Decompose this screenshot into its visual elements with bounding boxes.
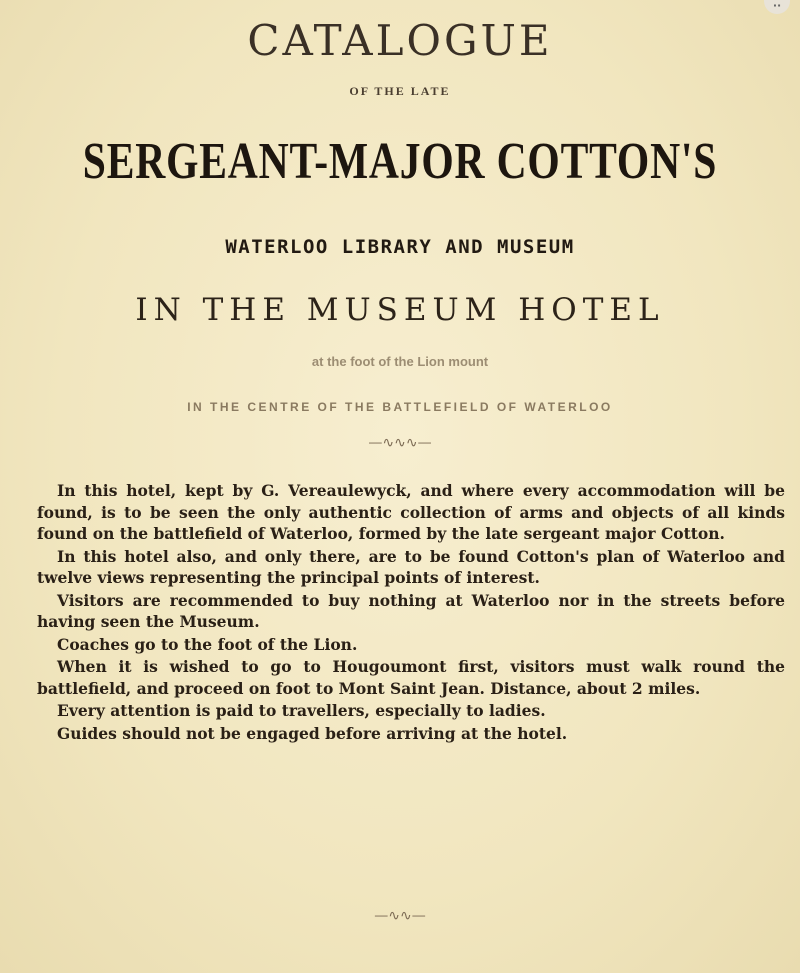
paragraph-visitors: Visitors are recommended to buy nothing at Waterloo nor in the streets before having seen the Museum. [37, 590, 785, 631]
of-the-late-line: OF THE LATE [349, 84, 451, 98]
lion-mount-line: at the foot of the Lion mount [311, 354, 489, 369]
battlefield-centre-line: IN THE CENTRE OF THE BATTLEFIELD OF WATERLOO [187, 400, 613, 414]
paragraph-plan: In this hotel also, and only there, are to be found Cotton's plan of Waterloo and twelve views representing the principal points of interest. [37, 546, 785, 587]
body-text [37, 480, 785, 745]
ornament-divider-bottom: —∿∿— [374, 908, 426, 924]
paragraph-hougoumont: When it is wished to go to Hougoumont first, visitors must walk round the battlefield, and proceed on foot to Mont Saint Jean. Distance, about 2 miles. [37, 657, 785, 698]
sergeant-major-title: SERGEANT-MAJOR COTTON'S [82, 133, 718, 190]
paragraph-hotel: In this hotel, kept by G. Vereaulewyck, and where every accommodation will be found, is to be seen the only authentic collection of arms and objects of all kinds found on the battlefield of Waterloo, formed by the late sergeant major Cotton. [37, 481, 785, 543]
museum-hotel-line: IN THE MUSEUM HOTEL [135, 292, 665, 328]
expand-icon[interactable]: ·· [764, 0, 790, 14]
paragraph-coaches: Coaches go to the foot of the Lion. [57, 634, 358, 654]
ornament-divider-top: —∿∿∿— [368, 435, 432, 451]
paragraph-attention: Every attention is paid to travellers, especially to ladies. [57, 701, 546, 720]
library-museum-subtitle: WATERLOO LIBRARY AND MUSEUM [225, 236, 575, 258]
paragraph-guides: Guides should not be engaged before arriving at the hotel. [57, 723, 568, 743]
catalogue-heading: CATALOGUE [247, 16, 553, 65]
